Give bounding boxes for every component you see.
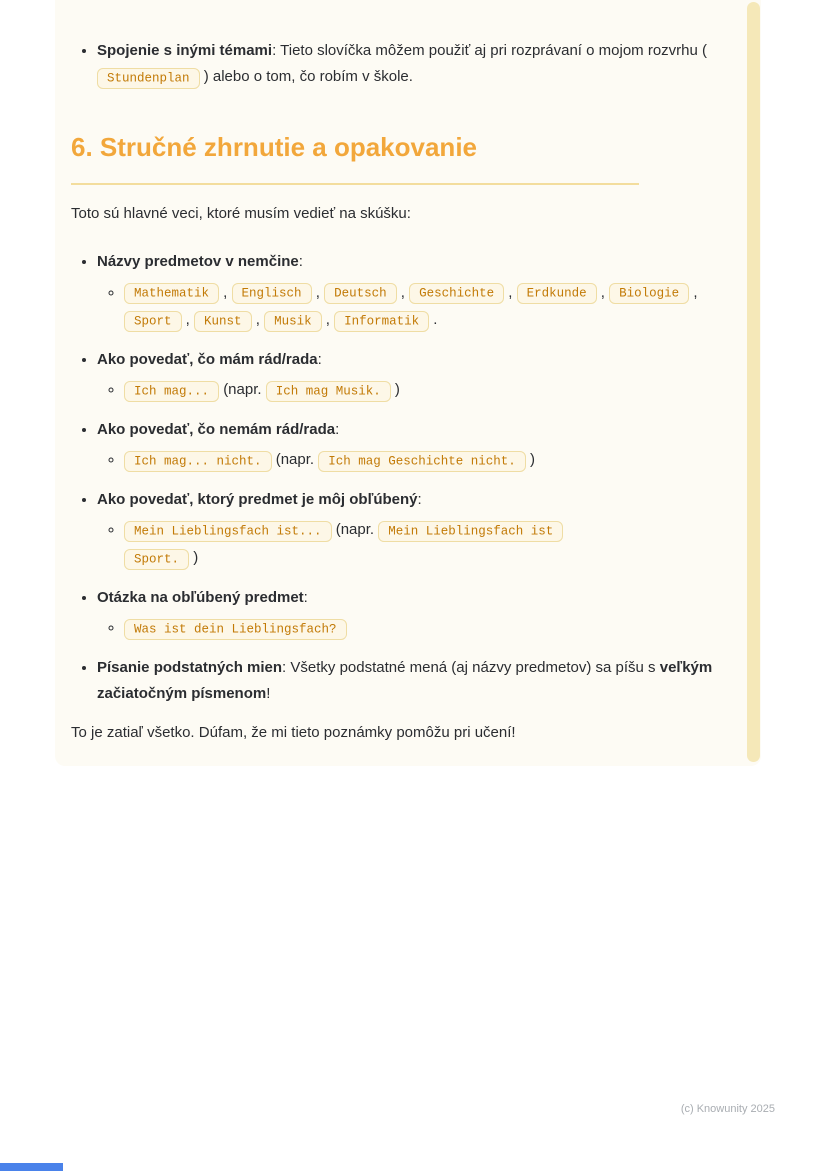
code-chip: Sport [124,311,182,332]
bullet-text: : Všetky podstatné mená (aj názvy predmetov) sa píšu s [282,658,656,676]
example-suffix: ) [529,451,535,469]
code-chip: Was ist dein Lieblingsfach? [124,619,347,640]
bullet-colon: : [317,351,322,368]
bullet-label: Názvy predmetov v nemčine [97,253,299,271]
list-item-dislike [97,417,717,474]
list-item-favorite [97,487,717,572]
intro-list [71,38,717,91]
bottom-blue-bar [0,1163,63,1171]
bullet-label: Spojenie s inými témami [97,42,273,59]
notes-card [55,0,761,766]
bullet-label: Ako povedať, čo mám rád/rada [97,351,318,368]
sub-item [124,376,717,404]
bullet-bold-text: veľkým začiatočným písmenom [97,658,713,702]
list-item-subjects [97,249,717,334]
example-prefix: (napr. [275,451,315,469]
example-prefix: (napr. [223,381,262,399]
section-lead: Toto sú hlavné veci, ktoré musím vedieť na skúšku: [71,205,411,222]
example-suffix: ) [394,381,400,399]
chip-separator: , [251,311,265,329]
sub-item [124,516,594,572]
sub-list [97,516,717,572]
section-heading: 6. Stručné zhrnutie a opakovanie [71,125,639,186]
bullet-label: Ako povedať, čo nemám rád/rada [97,421,336,438]
code-chip: Stundenplan [97,68,200,89]
sub-list [97,446,717,474]
chip-separator: , [689,283,698,301]
code-chip: Informatik [334,311,429,332]
code-chip: Biologie [609,283,689,304]
chip-separator: , [596,283,610,301]
bullet-text: ) alebo o tom, čo robím v škole. [203,68,413,86]
chip-separator: , [181,311,195,329]
code-chip: Englisch [232,283,312,304]
chip-separator: , [219,283,232,301]
list-item-capitalization [97,655,717,708]
chip-separator: , [504,283,517,301]
bullet-label: Ako povedať, ktorý predmet je môj obľúbený [97,491,418,508]
bullet-label: Otázka na obľúbený predmet [97,588,304,606]
scrollbar-strip[interactable] [747,2,760,762]
bullet-head [97,249,717,275]
copyright-notice: (c) Knowunity 2025 [680,1103,775,1115]
chip-separator: , [396,283,410,301]
notes-content [55,0,761,747]
subject-chip-list [124,279,717,335]
bullet-text: : Tieto slovíčka môžem použiť aj pri rozprávaní o mojom rozvrhu ( [272,42,708,59]
sub-list [97,614,717,642]
code-chip: Mein Lieblingsfach ist... [124,521,332,542]
sub-item [124,446,717,474]
bullet-label: Písanie podstatných mien [97,658,283,676]
bullet-head [97,487,717,513]
code-chip: Kunst [194,311,252,332]
code-chip: Geschichte [409,283,504,304]
sub-item [124,614,717,642]
list-item-question [97,585,717,642]
bullet-head [97,585,717,611]
example-prefix: (napr. [335,521,375,539]
chip-separator: , [321,311,335,329]
bullet-head [97,347,717,373]
code-chip: Ich mag... [124,381,219,402]
chip-separator: , [311,283,325,301]
bullet-head [97,417,717,443]
code-chip: Mein Lieblingsfach ist Sport. [124,521,563,570]
bullet-colon: : [298,253,303,271]
code-chip: Mathematik [124,283,219,304]
bullet-text: ! [266,685,271,702]
bullet-colon: : [303,588,308,606]
code-chip: Erdkunde [517,283,597,304]
example-suffix: ) [193,549,199,566]
summary-list [71,249,717,707]
code-chip: Ich mag Geschichte nicht. [318,451,526,472]
bullet-colon: : [335,421,340,438]
code-chip: Musik [264,311,322,332]
list-item-related-topics [97,38,717,91]
chip-separator: . [429,311,438,329]
code-chip: Ich mag Musik. [266,381,391,402]
bullet-colon: : [417,491,422,508]
code-chip: Ich mag... nicht. [124,451,272,472]
sub-list [97,376,717,404]
sub-list [97,279,717,335]
section-outro: To je zatiaľ všetko. Dúfam, že mi tieto poznámky pomôžu pri učení! [71,724,516,742]
list-item-like [97,347,717,404]
code-chip: Deutsch [324,283,397,304]
